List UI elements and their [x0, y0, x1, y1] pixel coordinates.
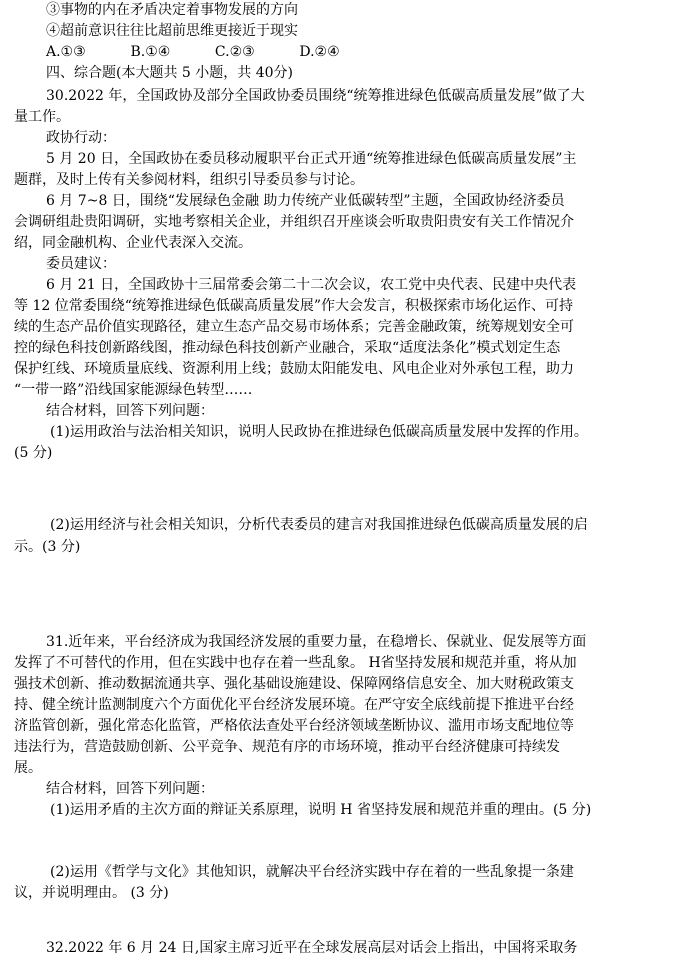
q31-text-cont: 持、健全统计监测制度六个方面优化平台经济发展环境。在严守安全底线前提下推进平台经 — [14, 697, 574, 713]
q30-subquestion-1-score: (5 分) — [14, 445, 53, 461]
q30-suggest-cont: “一带一路”沿线国家能源绿色转型…… — [14, 382, 253, 398]
q31-text-cont: 强技术创新、推动数据流通共享、强化基础设施建设、保障网络信息安全、加大财税政策支 — [14, 676, 574, 692]
q31-prompt: 结合材料，回答下列问题： — [46, 781, 214, 797]
q30-action1-cont: 题群，及时上传有关参阅材料，组织引导委员参与讨论。 — [14, 172, 364, 188]
q30-prompt: 结合材料，回答下列问题： — [46, 403, 214, 419]
section-heading: 四、综合题(本大题共 5 小题，共 40分) — [46, 65, 293, 81]
option-item-3: ③事物的内在矛盾决定着事物发展的方向 — [46, 2, 298, 18]
q30-suggest-cont: 续的生态产品价值实现路径，建立生态产品交易市场体系；完善金融政策，统筹规划安全可 — [14, 319, 574, 335]
q31-subquestion-2: (2)运用《哲学与文化》其他知识，就解决平台经济实践中存在着的一些乱象提一条建 — [50, 864, 574, 880]
q30-subquestion-1: (1)运用政治与法治相关知识，说明人民政协在推进绿色低碳高质量发展中发挥的作用。 — [50, 424, 588, 440]
q30-action1: 5 月 20 日，全国政协在委员移动履职平台正式开通“统筹推进绿色低碳高质量发展”主 — [46, 151, 577, 167]
q31-text-cont: 展。 — [14, 760, 42, 776]
choice-d: D.②④ — [299, 44, 340, 60]
q30-subquestion-2: (2)运用经济与社会相关知识，分析代表委员的建言对我国推进绿色低碳高质量发展的启 — [50, 517, 588, 533]
q31-text: 31.近年来，平台经济成为我国经济发展的重要力量，在稳增长、保就业、促发展等方面 — [46, 634, 587, 650]
q30-action-heading: 政协行动： — [46, 130, 116, 146]
q30-action2-cont2: 绍，同金融机构、企业代表深入交流。 — [14, 235, 252, 251]
answer-choices — [46, 42, 379, 63]
q30-intro-cont: 量工作。 — [14, 109, 70, 125]
choice-c: C.②③ — [214, 44, 255, 60]
q31-text-cont: 发挥了不可替代的作用，但在实践中也存在着一些乱象。 H省坚持发展和规范并重，将从加 — [14, 655, 577, 671]
choice-a: A.①③ — [46, 44, 86, 60]
q30-suggest: 6 月 21 日，全国政协十三届常委会第二十二次会议，农工党中央代表、民建中央代表 — [46, 277, 577, 293]
q30-suggest-cont: 控的绿色科技创新路线图，推动绿色科技创新产业融合，采取“适度法条化”模式划定生态 — [14, 340, 561, 356]
q30-action2-cont: 会调研组赴贵阳调研，实地考察相关企业，并组织召开座谈会听取贵阳贵安有关工作情况介 — [14, 214, 574, 230]
q30-suggest-cont: 等 12 位常委围绕“统筹推进绿色低碳高质量发展”作大会发言，积极探索市场化运作、可持 — [14, 298, 574, 314]
q31-text-cont: 济监管创新，强化常态化监管，严格依法查处平台经济领域垄断协议、滥用市场支配地位等 — [14, 718, 574, 734]
option-item-4: ④超前意识往往比超前思维更接近于现实 — [46, 23, 298, 39]
q30-subquestion-2-cont: 示。(3 分) — [14, 539, 81, 555]
q31-text-cont: 违法行为，营造鼓励创新、公平竞争、规范有序的市场环境，推动平台经济健康可持续发 — [14, 739, 560, 755]
q31-subquestion-2-cont: 议，并说明理由。 (3 分) — [14, 885, 169, 901]
q30-action2: 6 月 7~8 日，围绕“发展绿色金融 助力传统产业低碳转型”主题，全国政协经济委员 — [46, 193, 565, 209]
choice-b: B.①④ — [130, 44, 171, 60]
q30-intro: 30.2022 年，全国政协及部分全国政协委员围绕“统筹推进绿色低碳高质量发展”做了大 — [46, 88, 585, 104]
q32-text: 32.2022 年 6 月 24 日,国家主席习近平在全球发展高层对话会上指出，中国将采取务 — [46, 940, 578, 956]
q30-suggest-cont: 保护红线、环境质量底线、资源利用上线；鼓励太阳能发电、风电企业对外承包工程，助力 — [14, 361, 574, 377]
q30-suggest-heading: 委员建议： — [46, 256, 116, 272]
q31-subquestion-1: (1)运用矛盾的主次方面的辩证关系原理，说明 H 省坚持发展和规范并重的理由。(5 分) — [50, 802, 592, 818]
